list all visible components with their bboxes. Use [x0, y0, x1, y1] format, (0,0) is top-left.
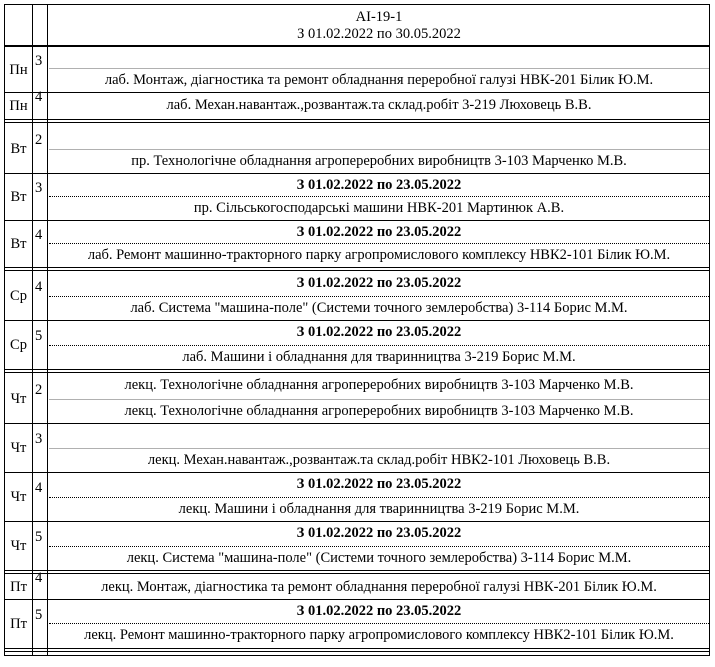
- schedule-row: [5, 374, 709, 423]
- day-cell: Вт: [10, 189, 27, 205]
- lesson-text: лекц. Технологічне обладнання агропереробних виробництв 3-103 Марченко М.В.: [124, 377, 634, 393]
- lesson-text: лаб. Механ.навантаж.,розвантаж.та склад.робіт 3-219 Люховець В.В.: [166, 97, 592, 113]
- subrow-separator: [49, 497, 709, 498]
- subrow-separator: [49, 623, 709, 624]
- day-group-divider: [5, 267, 709, 271]
- subrow-separator: [49, 196, 709, 197]
- lesson-number: 3: [35, 180, 43, 196]
- lesson-number: 4: [35, 480, 43, 496]
- schedule-row: [5, 124, 709, 173]
- day-cell: Пт: [10, 615, 27, 632]
- schedule-row: [5, 600, 709, 647]
- day-group-divider: [5, 119, 709, 123]
- day-cell: Чт: [10, 440, 27, 456]
- schedule-row: [5, 473, 709, 521]
- subrow-separator: [49, 448, 709, 449]
- day-cell: Вт: [10, 140, 27, 157]
- lesson-number: 5: [35, 606, 43, 623]
- lesson-text: пр. Сільськогосподарські машини НВК-201 Мартинюк А.В.: [193, 200, 565, 216]
- lesson-text: лекц. Технологічне обладнання агропереробних виробництв 3-103 Марченко М.В.: [124, 403, 634, 419]
- group-title: AI-19-1: [355, 9, 403, 25]
- day-group-divider: [5, 570, 709, 574]
- subrow-separator: [49, 345, 709, 346]
- lesson-number: 3: [35, 431, 43, 447]
- lesson-text: пр. Технологічне обладнання агропереробних виробництв 3-103 Марченко М.В.: [131, 153, 627, 169]
- day-cell: Ср: [10, 288, 27, 304]
- date-range-label: З 01.02.2022 по 23.05.2022: [296, 177, 462, 193]
- schedule-row: [5, 570, 709, 599]
- schedule-row: [5, 47, 709, 92]
- day-cell: Пн: [9, 61, 28, 78]
- subrow-separator: [49, 546, 709, 547]
- lesson-number: 2: [35, 381, 43, 398]
- schedule-row: [5, 89, 709, 119]
- lesson-number: 3: [35, 52, 43, 69]
- lesson-text: лекц. Механ.навантаж.,розвантаж.та склад.робіт НВК2-101 Люховець В.В.: [147, 452, 611, 468]
- schedule-table: [4, 4, 710, 656]
- lesson-number: 4: [35, 570, 43, 586]
- day-cell: Вт: [10, 236, 27, 252]
- date-range-label: З 01.02.2022 по 23.05.2022: [296, 476, 462, 492]
- date-range-label: З 01.02.2022 по 23.05.2022: [296, 603, 462, 619]
- schedule-row: [5, 321, 709, 369]
- schedule-row: [5, 522, 709, 570]
- subrow-separator: [49, 68, 709, 69]
- lesson-number: 2: [35, 131, 43, 148]
- lesson-text: лаб. Система "машина-поле" (Системи точного землеробства) 3-114 Борис М.М.: [130, 300, 628, 316]
- lesson-text: лаб. Монтаж, діагностика та ремонт обладнання переробної галузі НВК-201 Білик Ю.М.: [104, 72, 654, 88]
- lesson-number: 4: [35, 89, 43, 105]
- subrow-separator: [49, 149, 709, 150]
- day-cell: Пт: [10, 579, 27, 595]
- lesson-number: 4: [35, 227, 43, 243]
- day-group-divider: [5, 369, 709, 373]
- lesson-text: лекц. Монтаж, діагностика та ремонт обладнання переробної галузі НВК-201 Білик Ю.М.: [101, 579, 657, 595]
- lesson-number: 5: [35, 529, 43, 545]
- day-cell: Ср: [10, 337, 27, 353]
- lesson-text: лекц. Ремонт машинно-тракторного парку агропромислового комплексу НВК2-101 Білик Ю.М.: [84, 627, 674, 643]
- schedule-row: [5, 424, 709, 472]
- schedule-row: [5, 174, 709, 220]
- schedule-row: [5, 221, 709, 267]
- day-cell: Чт: [10, 489, 27, 505]
- lesson-text: лекц. Система "машина-поле" (Системи точного землеробства) 3-114 Борис М.М.: [126, 550, 632, 566]
- lesson-number: 5: [35, 328, 43, 344]
- lesson-text: лаб. Ремонт машинно-тракторного парку агропромислового комплексу НВК2-101 Білик Ю.М.: [87, 247, 671, 263]
- schedule-row: [5, 272, 709, 320]
- lesson-text: лаб. Машини і обладнання для тваринництва 3-219 Борис М.М.: [182, 349, 576, 365]
- day-cell: Чт: [10, 538, 27, 554]
- subrow-separator: [49, 399, 709, 400]
- subrow-separator: [49, 296, 709, 297]
- day-cell: Пн: [9, 98, 28, 114]
- day-cell: Чт: [10, 390, 27, 407]
- schedule-header: [5, 5, 709, 47]
- date-range-label: З 01.02.2022 по 23.05.2022: [296, 324, 462, 340]
- day-group-divider: [5, 648, 709, 652]
- subrow-separator: [49, 243, 709, 244]
- date-range-label: З 01.02.2022 по 23.05.2022: [296, 224, 462, 240]
- date-range-label: З 01.02.2022 по 23.05.2022: [296, 275, 462, 291]
- lesson-number: 4: [35, 279, 43, 295]
- period-range: З 01.02.2022 по 30.05.2022: [297, 26, 461, 42]
- lesson-text: лекц. Машини і обладнання для тваринництва 3-219 Борис М.М.: [178, 501, 580, 517]
- date-range-label: З 01.02.2022 по 23.05.2022: [296, 525, 462, 541]
